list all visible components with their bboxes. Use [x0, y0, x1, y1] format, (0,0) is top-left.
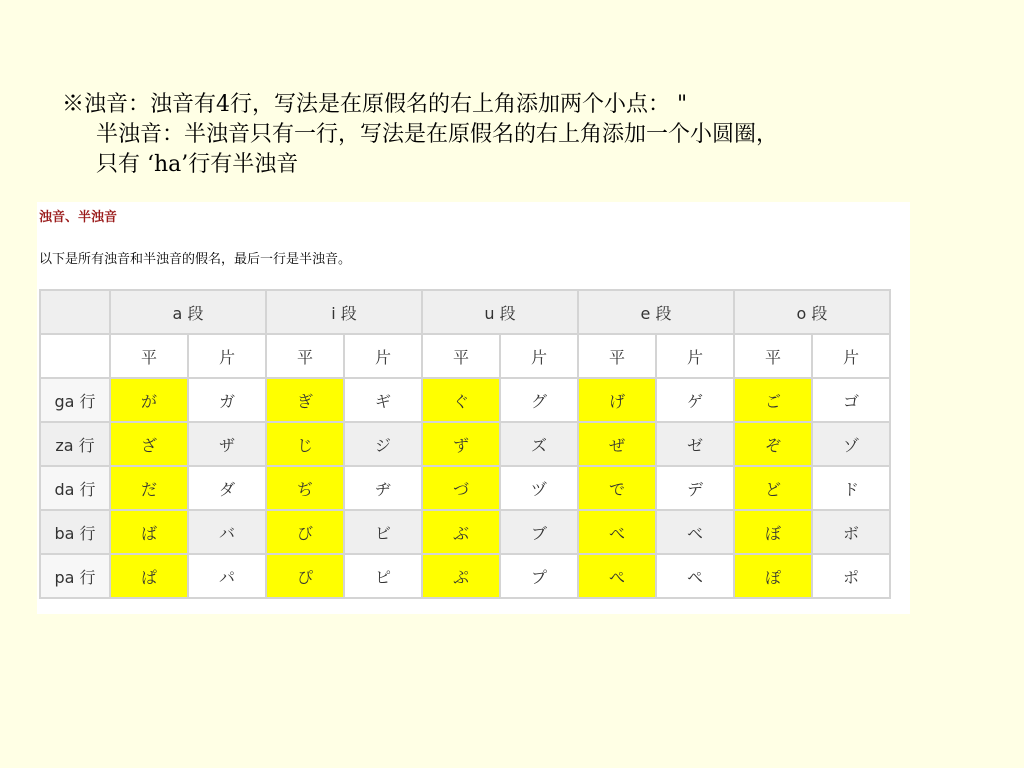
row-label: pa 行 [41, 555, 109, 597]
katakana-cell: ボ [813, 511, 889, 553]
katakana-cell: ポ [813, 555, 889, 597]
hiragana-cell: ぞ [735, 423, 811, 465]
katakana-cell: ブ [501, 511, 577, 553]
table-row [41, 467, 889, 509]
katakana-cell: ギ [345, 379, 421, 421]
katakana-cell: ズ [501, 423, 577, 465]
katakana-cell: パ [189, 555, 265, 597]
subheader-katakana: 片 [345, 335, 421, 377]
hiragana-cell: じ [267, 423, 343, 465]
katakana-cell: ヅ [501, 467, 577, 509]
table-row [41, 511, 889, 553]
katakana-cell: バ [189, 511, 265, 553]
row-label: za 行 [41, 423, 109, 465]
katakana-cell: ゲ [657, 379, 733, 421]
row-label: da 行 [41, 467, 109, 509]
katakana-cell: ダ [189, 467, 265, 509]
katakana-cell: ゴ [813, 379, 889, 421]
panel-description: 以下是所有浊音和半浊音的假名，最后一行是半浊音。 [39, 252, 352, 267]
hiragana-cell: ず [423, 423, 499, 465]
hiragana-cell: づ [423, 467, 499, 509]
hiragana-cell: ぱ [111, 555, 187, 597]
katakana-cell: ペ [657, 555, 733, 597]
table-row [41, 379, 889, 421]
column-header-u: u 段 [423, 291, 577, 333]
katakana-cell: ゼ [657, 423, 733, 465]
hiragana-cell: ど [735, 467, 811, 509]
katakana-cell: ビ [345, 511, 421, 553]
table-row [41, 555, 889, 597]
katakana-cell: ジ [345, 423, 421, 465]
hiragana-cell: ざ [111, 423, 187, 465]
hiragana-cell: ぐ [423, 379, 499, 421]
note-line-3: 只有 ‘ha’行有半浊音 [96, 152, 299, 177]
hiragana-cell: ぺ [579, 555, 655, 597]
kana-panel [37, 202, 910, 614]
hiragana-cell: で [579, 467, 655, 509]
table-subheader-row [41, 335, 889, 377]
katakana-cell: ゾ [813, 423, 889, 465]
hiragana-cell: ぷ [423, 555, 499, 597]
katakana-cell: グ [501, 379, 577, 421]
subheader-katakana: 片 [813, 335, 889, 377]
note-line-2: 半浊音：半浊音只有一行，写法是在原假名的右上角添加一个小圆圈， [96, 122, 779, 147]
katakana-cell: プ [501, 555, 577, 597]
column-header-i: i 段 [267, 291, 421, 333]
hiragana-cell: ぶ [423, 511, 499, 553]
hiragana-cell: ご [735, 379, 811, 421]
row-label: ga 行 [41, 379, 109, 421]
table-header-row [41, 291, 889, 333]
subheader-corner-cell [41, 335, 109, 377]
katakana-cell: ヂ [345, 467, 421, 509]
katakana-cell: ド [813, 467, 889, 509]
hiragana-cell: だ [111, 467, 187, 509]
subheader-hiragana: 平 [423, 335, 499, 377]
hiragana-cell: ぜ [579, 423, 655, 465]
hiragana-cell: ぎ [267, 379, 343, 421]
hiragana-cell: ぴ [267, 555, 343, 597]
hiragana-cell: べ [579, 511, 655, 553]
hiragana-cell: ぼ [735, 511, 811, 553]
hiragana-cell: が [111, 379, 187, 421]
katakana-cell: デ [657, 467, 733, 509]
dakuon-notes [62, 90, 778, 180]
katakana-cell: ザ [189, 423, 265, 465]
hiragana-cell: ぢ [267, 467, 343, 509]
subheader-katakana: 片 [189, 335, 265, 377]
note-line-1: ※浊音：浊音有4行，写法是在原假名的右上角添加两个小点： " [62, 92, 688, 117]
column-header-o: o 段 [735, 291, 889, 333]
table-row [41, 423, 889, 465]
hiragana-cell: ば [111, 511, 187, 553]
katakana-cell: ピ [345, 555, 421, 597]
subheader-hiragana: 平 [267, 335, 343, 377]
hiragana-cell: ぽ [735, 555, 811, 597]
subheader-hiragana: 平 [579, 335, 655, 377]
column-header-a: a 段 [111, 291, 265, 333]
subheader-hiragana: 平 [111, 335, 187, 377]
kana-table [39, 289, 891, 599]
panel-title: 浊音、半浊音 [39, 210, 118, 225]
hiragana-cell: び [267, 511, 343, 553]
katakana-cell: ベ [657, 511, 733, 553]
subheader-katakana: 片 [501, 335, 577, 377]
subheader-katakana: 片 [657, 335, 733, 377]
hiragana-cell: げ [579, 379, 655, 421]
row-label: ba 行 [41, 511, 109, 553]
katakana-cell: ガ [189, 379, 265, 421]
subheader-hiragana: 平 [735, 335, 811, 377]
column-header-e: e 段 [579, 291, 733, 333]
corner-cell [41, 291, 109, 333]
